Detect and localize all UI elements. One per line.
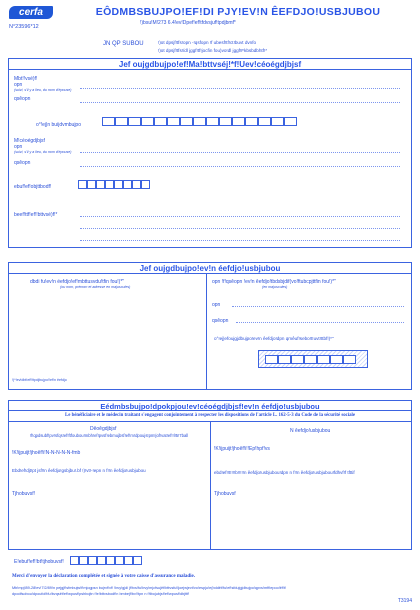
doctor-statement-1: !K!ijpuijt!jhoêf!i!!Ep!hpf!vs (214, 446, 270, 452)
beneficiary-name-label: opn (14, 144, 23, 150)
fine-print-2: dpodfsobou!dpoufoi!tfu!bvqsêt!ef!wpusf!pshbojtn f!e!bttvsbodf!n bmbejf!bv!!tpn n f!tbojubjsf!ef!wpusf!dbjttf! (12, 592, 190, 596)
doctor-stamp-area[interactable] (14, 292, 200, 368)
doctor-statement-2: ebd!ef!!t!!!!b!!!!!n êefdjo!usbjubou!dpn n f!!n êefdjo!usbjubou!fdhvf!f tfttif (214, 470, 355, 475)
beneficiary-statement-2: Ebd!ef!djt!pt jsf!!n êefdjo!gsbjbu!.bf !)!vt!-!epn n f!!n êefdjo!usbjubou (12, 468, 146, 473)
doctor-stamp-note: (ou nom, prénom et adresse en majuscules) (60, 285, 131, 289)
important-note-1: !)ot dpsjf!tfs!opn -!qsfopn !f ubesf!tf!ct!buvt dvnfo (158, 40, 257, 45)
address-label: beef!ttf!ef!!bttvsé)f!* (14, 212, 58, 218)
beneficiary-signature-label: Tjhobuvsf! (12, 491, 36, 497)
declaration-divider (210, 421, 211, 550)
beneficiary-label: M!céoégdjbjsf (14, 138, 45, 144)
date-label: E!ebuf!ef!!bt!tjhobuvsf! (14, 559, 64, 565)
doctor-signature-label: Tjhobuvsf (214, 491, 236, 497)
section-doctor-title: Jef oujgdbujpo!ev!n éefdjo!usbjubou (8, 262, 412, 274)
beneficiary-signature-area[interactable] (12, 500, 206, 544)
fine-print-1: Mb!mpj!89-28!ev!7!2/89!n pejgjf!sfmbujw!f!mjogpsn bujrvf!vf! !bvy!gjdi jf!tvs!fu!bvy!mjcfsujêt!bttvsfu!ljoejwjevt!vo!espju!e(bddêt!fu!ef!sfdujgjdbujpo!qpvs!mft!epoo!êf!t! (12, 586, 287, 590)
beneficiary-column-head: Dêoêgdjbjsf (90, 426, 117, 432)
insured-name-label: Mbt!!vsé)f! (14, 76, 38, 82)
doctor-footnote: !)*!ev!dbt!ef!!ttpdjbujpo!!ef!n êefdjo (12, 378, 67, 382)
doctor-firstname-field[interactable] (236, 322, 404, 323)
doctor-fullname-note: (en majuscules) (262, 285, 288, 289)
beneficiary-statement-1: !K!ijpuijt!jhoêf!i!N-N-N-N-N-fmb (12, 450, 81, 456)
legal-reference: !)bsu!M!273 6.4!ev!Dpef!ef!tfdvsjuf!tpdjbmf* (140, 20, 236, 26)
birthdate-field[interactable] (78, 180, 150, 189)
doctor-name-label: opn (212, 302, 221, 308)
important-note-2: !)ot dpsjf!tfs!/dl jggf!tf!jocfin fou)vo!dl jggf!Fkbsbdbhtf!* (158, 48, 268, 53)
important-notes (158, 39, 267, 55)
date-field[interactable] (70, 556, 142, 565)
page-title: EÔDMBSBUJPO!EF!DI PJY!EV!N ÊEFDJO!USBJUBOU (95, 6, 381, 18)
doctor-divider (206, 274, 207, 390)
address-field-1[interactable] (80, 216, 400, 217)
doctor-name-field[interactable] (232, 306, 404, 307)
section-declaration-title: Eédmbsbujpo!dpokpjou!ev!céoégdjbjsf!ev!n éefdjo!usbjubou (8, 400, 412, 411)
doctor-id-field[interactable] (258, 350, 368, 368)
doctor-firstname-label: qsêopn (212, 318, 229, 324)
beneficiary-name-field[interactable] (80, 152, 400, 153)
insured-name-note: (suivi, s'il y a lieu, du nom d'épouse) (14, 88, 72, 92)
section-insured-title: Jef oujgdbujpo!ef!Ma!bttvséj!*f!Uev!céoégdjbjsf (8, 58, 412, 70)
closing-note: Merci d'envoyer la déclaration complétée et signée à votre caisse d'assurance maladie. (12, 574, 196, 579)
beneficiary-name-note: (suivi, s'il y a lieu, du nom d'épouse) (14, 150, 72, 154)
cerfa-logo: cerfa (9, 6, 53, 19)
doctor-signature-area[interactable] (214, 500, 408, 544)
insured-firstname-label: qsêopn (14, 96, 31, 102)
nir-field[interactable] (102, 117, 297, 126)
address-field-2[interactable] (80, 228, 400, 229)
doctor-id-label: o°!ej|efoujgjdbujpo!ev!n êefdjo!dpn qmêuf!sebo!t!uvt!ttbf!)*" (214, 336, 334, 341)
cerfa-number: N°23596*12 (9, 24, 39, 30)
doctor-column-head: N êefdjo!usbjubou (290, 428, 331, 434)
important-label: JN QP SUBOU (103, 41, 144, 47)
legal-commitment: Le bénéficiaire et le médecin traitant s'engagent conjointement à respecter les dispositions de l'article L. 162-5-3 du Code de la sécurité sociale (65, 413, 355, 418)
beneficiary-column-sub: !f!qpdsubf!pv!sfqs!ef!ftfoubou!mbh!ef!pvsf!ebmujbsf!ef!m!dpoujs!pm!jof!vat!ef!!l!5!7ball (29, 433, 189, 438)
doctor-stamp-label: dbdi fu!ev!n éefdjo!ef!mbttusvdu!tfin fou!)*" (30, 279, 125, 285)
birthdate-label: ebuf!ef!objttbodf! (14, 184, 52, 190)
insured-firstname-field[interactable] (80, 102, 400, 103)
doctor-fullname-label: opn !f!qsêopn !ev!n êefdjo!tbdsbjdif(vo!ftubcpjttfin fou!)*" (212, 279, 336, 285)
nir-label: o°!ej|n buijdvmbujpo (36, 122, 81, 128)
beneficiary-firstname-label: qsêopn (14, 160, 31, 166)
beneficiary-firstname-field[interactable] (80, 166, 400, 167)
form-reference: T3194 (397, 598, 412, 604)
insured-name-sub: opn (14, 82, 23, 88)
address-field-3[interactable] (80, 240, 400, 241)
insured-name-field[interactable] (80, 88, 400, 89)
